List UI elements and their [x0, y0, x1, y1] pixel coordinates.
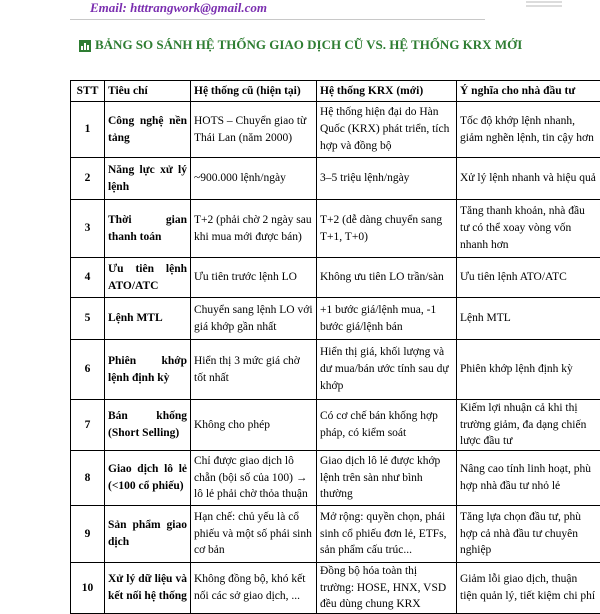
- cell-stt: 7: [71, 400, 105, 451]
- cell-old-system: Ưu tiên trước lệnh LO: [191, 258, 317, 298]
- cell-criteria: Ưu tiên lệnh ATO/ATC: [105, 258, 191, 298]
- cell-krx-system: +1 bước giá/lệnh mua, -1 bước giá/lệnh bán: [317, 298, 457, 340]
- cell-krx-system: Không ưu tiên LO trần/sàn: [317, 258, 457, 298]
- cell-old-system: ~900.000 lệnh/ngày: [191, 158, 317, 200]
- cell-criteria: Xử lý dữ liệu và kết nối hệ thống: [105, 563, 191, 614]
- table-row: [71, 258, 600, 298]
- header-email: Email: htttrangwork@gmail.com: [90, 0, 267, 16]
- cell-old-system: HOTS – Chuyển giao từ Thái Lan (năm 2000): [191, 102, 317, 158]
- cell-old-system: Không cho phép: [191, 400, 317, 451]
- cell-stt: 1: [71, 102, 105, 158]
- cell-krx-system: Đồng bộ hóa toàn thị trường: HOSE, HNX, VSD đều dùng chung KRX: [317, 563, 457, 614]
- cell-investor-meaning: Ưu tiên lệnh ATO/ATC: [457, 258, 600, 298]
- cell-investor-meaning: Tăng lựa chọn đầu tư, phù hợp cả nhà đầu tư chuyên nghiệp: [457, 506, 600, 563]
- cell-krx-system: Hiển thị giá, khối lượng và dư mua/bán ước tính sau dự khớp: [317, 340, 457, 400]
- header-investor-meaning: Ý nghĩa cho nhà đầu tư: [457, 81, 600, 102]
- cell-stt: 8: [71, 451, 105, 506]
- cell-stt: 5: [71, 298, 105, 340]
- cell-investor-meaning: Tốc độ khớp lệnh nhanh, giảm nghẽn lệnh, tin cậy hơn: [457, 102, 600, 158]
- cell-criteria: Lệnh MTL: [105, 298, 191, 340]
- cell-krx-system: Mở rộng: quyền chọn, phái sinh cổ phiếu đơn lẻ, ETFs, sản phẩm cấu trúc...: [317, 506, 457, 563]
- cell-stt: 2: [71, 158, 105, 200]
- cell-investor-meaning: Phiên khớp lệnh định kỳ: [457, 340, 600, 400]
- cell-criteria: Bán khống (Short Selling): [105, 400, 191, 451]
- header-rule: [70, 19, 485, 20]
- cell-criteria: Năng lực xử lý lệnh: [105, 158, 191, 200]
- table-row: [71, 298, 600, 340]
- page-title: BẢNG SO SÁNH HỆ THỐNG GIAO DỊCH CŨ VS. HỆ THỐNG KRX MỚI: [95, 37, 522, 53]
- cell-investor-meaning: Tăng thanh khoản, nhà đầu tư có thể xoay vòng vốn nhanh hơn: [457, 200, 600, 258]
- cell-investor-meaning: Giảm lỗi giao dịch, thuận tiện quản lý, tiết kiệm chi phí: [457, 563, 600, 614]
- cell-criteria: Giao dịch lô lẻ (<100 cổ phiếu): [105, 451, 191, 506]
- cell-criteria: Công nghệ nền tảng: [105, 102, 191, 158]
- cell-krx-system: Hệ thống hiện đại do Hàn Quốc (KRX) phát triển, tích hợp và đồng bộ: [317, 102, 457, 158]
- table-row: [71, 563, 600, 614]
- header-old-system: Hệ thống cũ (hiện tại): [191, 81, 317, 102]
- comparison-table: [70, 80, 600, 614]
- cell-old-system: Chỉ được giao dịch lô chẵn (bội số của 100) → lô lẻ phải chờ thỏa thuận: [191, 451, 317, 506]
- table-row: [71, 200, 600, 258]
- header-criteria: Tiêu chí: [105, 81, 191, 102]
- table-row: [71, 158, 600, 200]
- header-krx-system: Hệ thống KRX (mới): [317, 81, 457, 102]
- cell-stt: 6: [71, 340, 105, 400]
- cell-old-system: Chuyển sang lệnh LO với giá khớp gần nhất: [191, 298, 317, 340]
- cell-criteria: Thời gian thanh toán: [105, 200, 191, 258]
- bar-chart-icon: [79, 39, 91, 51]
- cell-investor-meaning: Lệnh MTL: [457, 298, 600, 340]
- title-row: [79, 37, 522, 53]
- cell-stt: 10: [71, 563, 105, 614]
- cell-krx-system: T+2 (dễ dàng chuyển sang T+1, T+0): [317, 200, 457, 258]
- cell-krx-system: Có cơ chế bán khống hợp pháp, có kiểm soát: [317, 400, 457, 451]
- cell-old-system: Hiển thị 3 mức giá chờ tốt nhất: [191, 340, 317, 400]
- table-header-row: [71, 81, 600, 102]
- cell-stt: 9: [71, 506, 105, 563]
- table-row: [71, 102, 600, 158]
- header-stt: STT: [71, 81, 105, 102]
- cell-krx-system: 3–5 triệu lệnh/ngày: [317, 158, 457, 200]
- cell-investor-meaning: Xử lý lệnh nhanh và hiệu quả: [457, 158, 600, 200]
- cell-old-system: T+2 (phải chờ 2 ngày sau khi mua mới được bán): [191, 200, 317, 258]
- cell-criteria: Phiên khớp lệnh định kỳ: [105, 340, 191, 400]
- cell-stt: 4: [71, 258, 105, 298]
- cell-old-system: Hạn chế: chủ yếu là cổ phiếu và một số phái sinh cơ bản: [191, 506, 317, 563]
- cell-investor-meaning: Kiếm lợi nhuận cả khi thị trường giảm, đa dạng chiến lược đầu tư: [457, 400, 600, 451]
- table-row: [71, 506, 600, 563]
- table-row: [71, 340, 600, 400]
- table-row: [71, 400, 600, 451]
- cell-investor-meaning: Nâng cao tính linh hoạt, phù hợp nhà đầu tư nhỏ lẻ: [457, 451, 600, 506]
- header-logo-faint: [526, 1, 562, 11]
- cell-criteria: Sản phẩm giao dịch: [105, 506, 191, 563]
- cell-krx-system: Giao dịch lô lẻ được khớp lệnh trên sàn như bình thường: [317, 451, 457, 506]
- table-row: [71, 451, 600, 506]
- cell-old-system: Không đồng bộ, khó kết nối các sở giao dịch, ...: [191, 563, 317, 614]
- cell-stt: 3: [71, 200, 105, 258]
